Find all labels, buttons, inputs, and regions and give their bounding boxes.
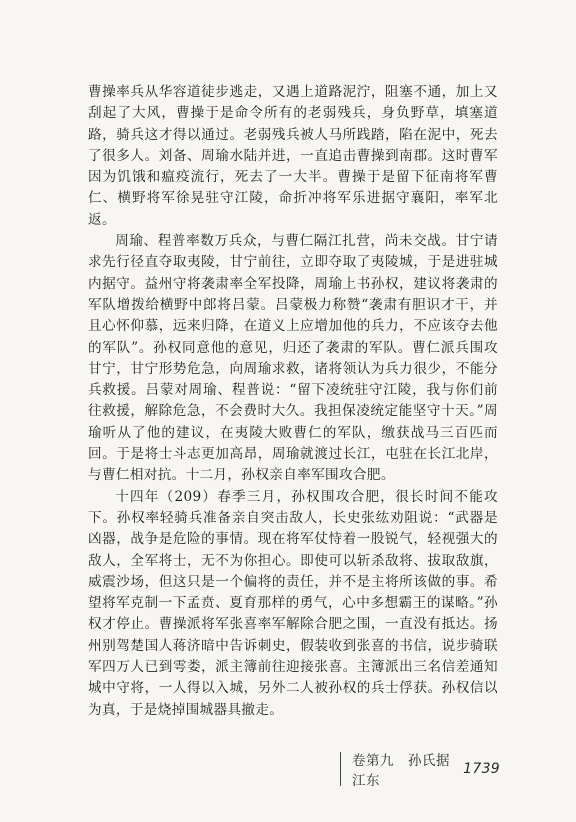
body-text (88, 82, 498, 721)
page-number: 1739 (463, 761, 500, 777)
footer-divider (340, 752, 341, 786)
page-footer (340, 753, 500, 789)
paragraph: 曹操率兵从华容道徒步逃走，又遇上道路泥泞，阻塞不通，加上又刮起了大风，曹操于是命令所有的老弱残兵，身负野草，填塞道路，骑兵这才得以通过。老弱残兵被人马所践踏，陷在泥中，死去了很多人。刘备、周瑜水陆并进，一直追击曹操到南郡。这时曹军因为饥饿和瘟疫流行，死去了一大半。曹操于是留下征南将军曹仁、横野将军徐晃驻守江陵，命折冲将军乐进据守襄阳，率军北返。 (88, 84, 498, 228)
running-head: 卷第九 孙氏据江东 (352, 753, 450, 789)
paragraph: 周瑜、程普率数万兵众，与曹仁隔江扎营，尚未交战。甘宁请求先行径直夺取夷陵，甘宁前往，立即夺取了夷陵城，于是进驻城内据守。益州守将袭肃率全军投降，周瑜上书孙权，建议将袭肃的军队增拨给横野中郎将吕蒙。吕蒙极力称赞“袭肃有胆识才干，并且心怀仰慕，远来归降，在道义上应增加他的兵力，不应该夺去他的军队”。孙权同意他的意见，归还了袭肃的军队。曹仁派兵围攻甘宁，甘宁形势危急，向周瑜求救，诸将领认为兵力很少，不能分兵救援。吕蒙对周瑜、程普说：“留下凌统驻守江陵，我与你们前往救援，解除危急，不会费时大久。我担保凌统定能坚守十天。”周瑜听从了他的建议，在夷陵大败曹仁的军队，缴获战马三百匹而回。于是将士斗志更加高昂，周瑜就渡过长江，屯驻在长江北岸，与曹仁相对抗。十二月，孙权亲自率军围攻合肥。 (88, 233, 498, 484)
paragraph: 十四年（209）春季三月，孙权围攻合肥，很长时间不能攻下。孙权率轻骑兵准备亲自突击敌人，长史张纮劝阻说：“武器是凶器，战争是危险的事情。现在将军仗恃着一股锐气，轻视强大的敌人，全军将士，无不为你担心。即使可以斩杀敌将、拔取敌旗，威震沙场，但这只是一个偏将的责任，并不是主将所该做的事。希望将军克制一下孟贲、夏育那样的勇气，心中多想霸王的谋略。”孙权才停止。曹操派将军张喜率军解除合肥之围，一直没有抵达。扬州别驾楚国人蒋济暗中告诉刺史，假装收到张喜的书信，说步骑联军四万人已到雩娄，派主簿前往迎接张喜。主簿派出三名信差通知城中守将，一人得以入城，另外二人被孙权的兵士俘获。孙权信以为真，于是烧掉围城器具撤走。 (88, 488, 498, 718)
